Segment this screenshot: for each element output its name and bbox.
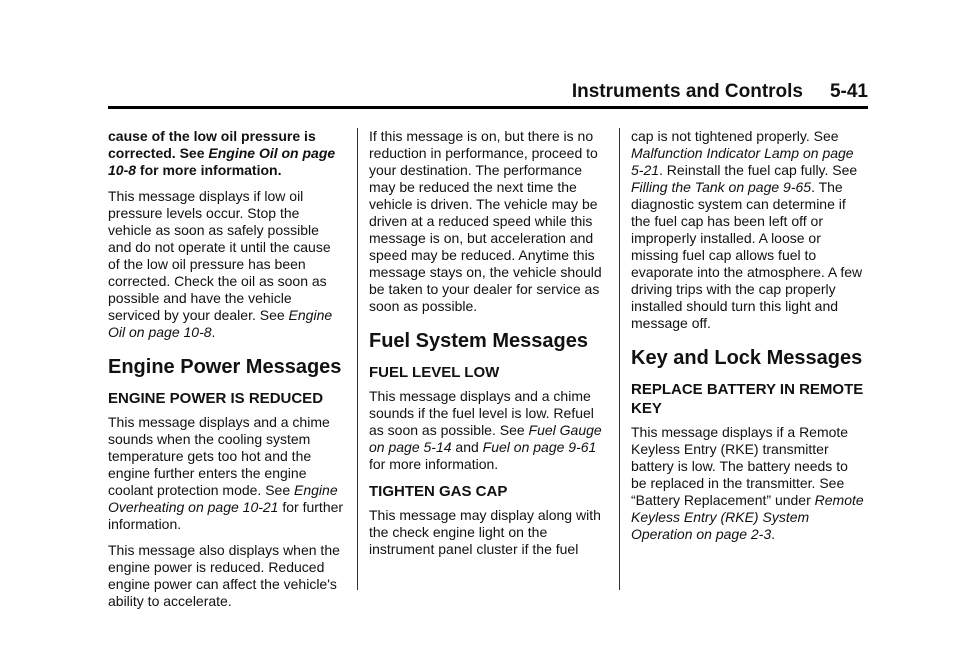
- text: .: [211, 324, 216, 340]
- cross-reference-link[interactable]: Fuel Gauge on page 5-14: [369, 422, 602, 455]
- paragraph: [631, 424, 867, 543]
- section-heading: Key and Lock Messages: [631, 347, 863, 369]
- text: This message displays if low oil pressure levels occur. Stop the vehicle as soon as safely possible and do not operate it until the cause of the low oil pressure has been corrected. Check the oil as soon as possible and have the vehicle serviced by your dealer. See: [108, 188, 331, 323]
- text: for more information.: [369, 456, 499, 472]
- cross-reference-link[interactable]: Filling the Tank on page 9-65: [631, 179, 812, 195]
- cross-reference-link[interactable]: Engine Oil on page 10-8: [108, 145, 336, 178]
- section-heading: Engine Power Messages: [108, 356, 342, 378]
- header-rule: [108, 106, 868, 109]
- text: cause of the low oil pressure is corrected. See: [108, 128, 316, 161]
- cross-reference-link[interactable]: Malfunction Indicator Lamp on page 5-21: [631, 145, 854, 178]
- text: cap is not tightened properly. See: [631, 128, 839, 144]
- paragraph: This message may display along with the check engine light on the instrument panel cluster if the fuel: [369, 507, 601, 557]
- text: . The diagnostic system can determine if the fuel cap has been left off or improperly installed. A loose or missing fuel cap allows fuel to evaporate into the atmosphere. A few driving trips with the cap properly installed should turn this light and message off.: [631, 179, 863, 331]
- cross-reference-link[interactable]: Fuel on page 9-61: [482, 439, 597, 455]
- column-3: [631, 128, 867, 552]
- subsection-heading: TIGHTEN GAS CAP: [369, 483, 508, 500]
- paragraph: [108, 188, 344, 341]
- text: for further information.: [108, 499, 344, 532]
- section-heading: Fuel System Messages: [369, 330, 588, 352]
- page-number: 5-41: [829, 81, 868, 102]
- paragraph: [108, 414, 344, 533]
- text: for more information.: [136, 162, 282, 178]
- column-divider-2: [619, 128, 620, 590]
- cross-reference-link[interactable]: Engine Overheating on page 10-21: [108, 482, 338, 515]
- cross-reference-link[interactable]: Remote Keyless Entry (RKE) System Operation on page 2-3: [631, 492, 864, 542]
- text: This message displays and a chime sounds when the cooling system temperature gets too hot and the engine further enters the engine coolant protection mode. See: [108, 414, 330, 498]
- subsection-heading: FUEL LEVEL LOW: [369, 364, 500, 381]
- paragraph: If this message is on, but there is no reduction in performance, proceed to your destination. The performance may be reduced the next time the vehicle is driven. The vehicle may be driven at a reduced speed while this message is on, but acceleration and speed may be reduced. Anytime this message stays on, the vehicle should be taken to your dealer for service as soon as possible.: [369, 128, 602, 314]
- paragraph: [369, 388, 605, 473]
- paragraph: [108, 128, 344, 179]
- subsection-heading: ENGINE POWER IS REDUCED: [108, 390, 324, 407]
- cross-reference-link[interactable]: Engine Oil on page 10-8: [108, 307, 333, 340]
- column-1: [108, 128, 344, 619]
- text: .: [771, 526, 775, 542]
- column-2: [369, 128, 605, 567]
- text: . Reinstall the fuel cap fully. See: [659, 162, 858, 178]
- column-divider-1: [357, 128, 358, 590]
- text: This message displays and a chime sounds if the fuel level is low. Refuel as soon as possible. See: [369, 388, 594, 438]
- section-title: Instruments and Controls: [571, 81, 803, 102]
- text: This message displays if a Remote Keyless Entry (RKE) transmitter battery is low. The battery needs to be replaced in the transmitter. See “Battery Replacement” under: [631, 424, 849, 508]
- paragraph: [631, 128, 867, 332]
- subsection-heading: REPLACE BATTERY IN REMOTE KEY: [631, 381, 864, 417]
- text: and: [451, 439, 483, 455]
- paragraph: This message also displays when the engine power is reduced. Reduced engine power can affect the vehicle's ability to accelerate.: [108, 542, 340, 609]
